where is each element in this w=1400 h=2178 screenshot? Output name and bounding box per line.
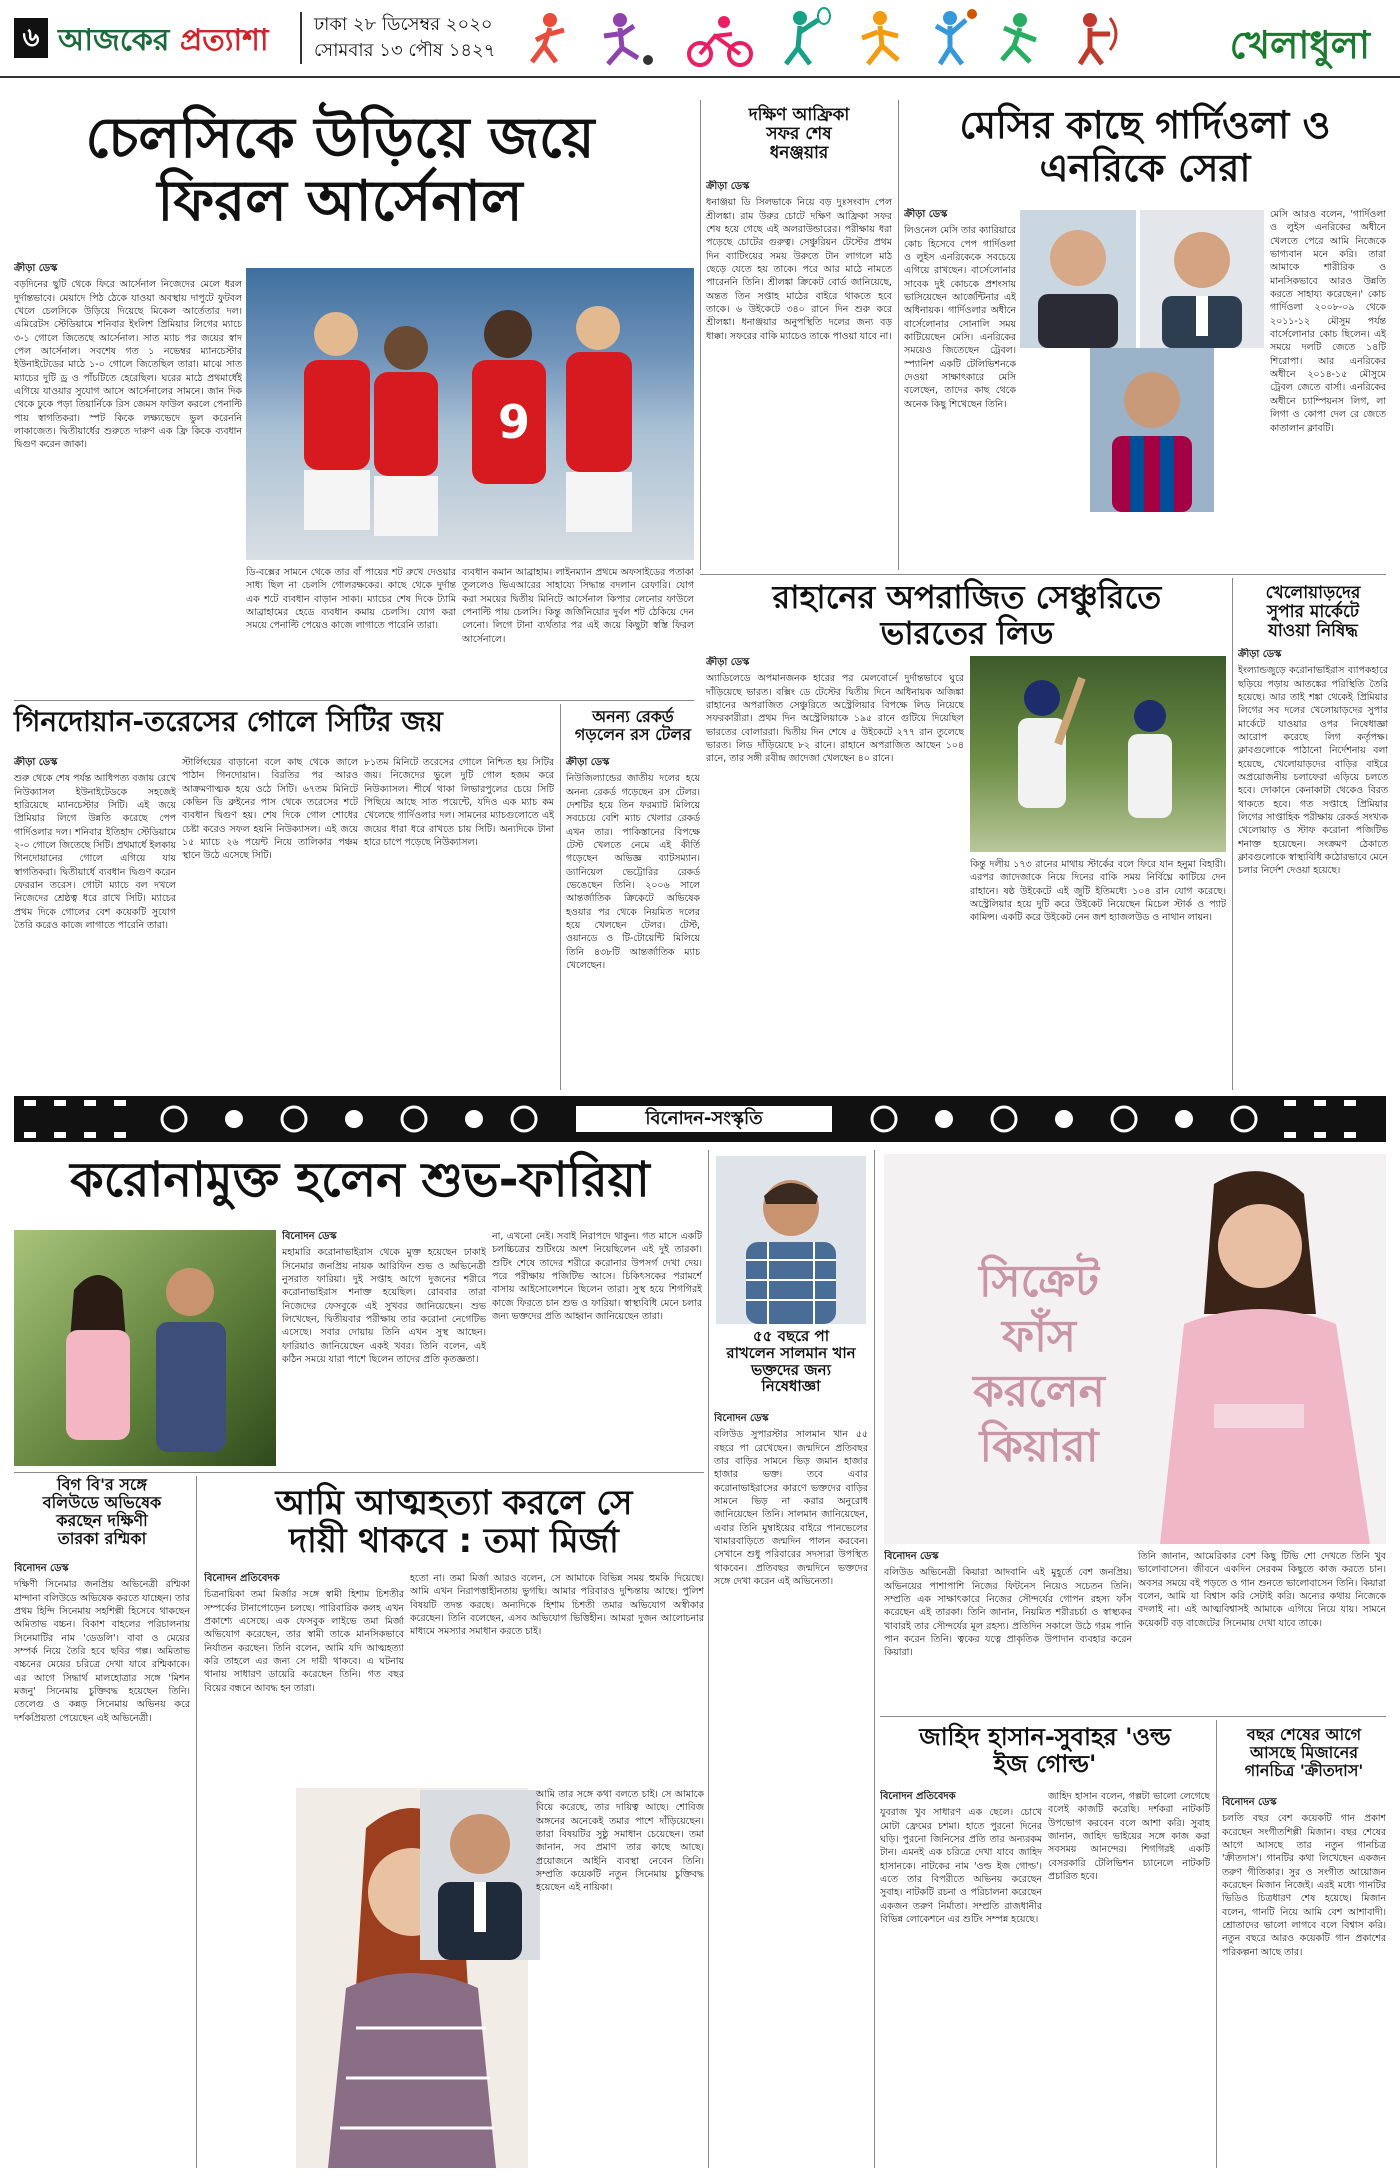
section-label: খেলাধুলা — [1229, 23, 1370, 67]
zahid-body-right: জাহিদ হাসান বলেন, গল্পটা ভালো লেগেছে বলেই কাজটি করেছি। দর্শকরা নাটকটি উপভোগ করবেন বলে আশা করি। সুবাহ জানান, জাহিদ ভাইয়ের সঙ্গে কাজ করা সবসময় আনন্দের। শিগগিরই একটি বেসরকারি টেলিভিশন চ্যানেলে নাটকটি প্রচারিত হবে। — [1048, 1791, 1210, 1883]
south-africa-headline-line3: ধনঞ্জয়ার — [769, 143, 829, 164]
zahid-body-left — [880, 1790, 1042, 2168]
messi-body-right: মেসি আরও বলেন, 'গার্দিওলা ও লুইস এনরিকের অধীনে খেলতে পেরে আমি নিজেকে ভাগ্যবান মনে করি। তারা আমাকে শারীরিক ও মানসিকভাবে আরও উন্নতি করতে সাহায্য করেছেন।' কোচ গার্দিওলা ২০০৮-০৯ থেকে ২০১১-১২ মৌসুম পর্যন্ত বার্সেলোনার কোচ ছিলেন। এই সময়ে দলটি জেতে ১৪টি শিরোপা। আর এনরিকের অধীনে ২০১৪-১৫ মৌসুমে ট্রেবল জেতে বার্সা। এনরিকের অধীনে চ্যাম্পিয়নস লিগ, লা লিগা ও কোপা দেল রে জেতে কাতালান ক্লাবটি। — [1270, 209, 1386, 434]
salman-desk: বিনোদন ডেস্ক — [714, 1413, 769, 1424]
taylor-headline-line2: গড়লেন রস টেলর — [574, 724, 692, 744]
sports-icons-banner — [510, 6, 1130, 72]
player-figure-1 — [304, 312, 370, 530]
rashmika-headline — [14, 1476, 190, 1548]
shoppers-body — [1238, 648, 1388, 1088]
south-africa-desk: ক্রীড়া ডেস্ক — [706, 181, 750, 192]
arsenal-desk: ক্রীড়া ডেস্ক — [14, 263, 58, 274]
gani-headline-line2: আসছে মিজানের — [1249, 1742, 1359, 1762]
arsenal-headline-line2: ফিরল আর্সেনাল — [157, 168, 523, 234]
rashmika-headline-line4: তারকা রশ্মিকা — [57, 1528, 147, 1548]
shoppers-body-text: ইংল্যান্ডজুড়ে করোনাভাইরাস ব্যাপকহারে ছড়িয়ে পড়ায় আতঙ্কের পরিস্থিতি তৈরি হয়েছে। আর তাই শঙ্কা থেকেই প্রিমিয়ার লিগের সব দলের খেলোয়াড়দের সুপার মার্কেটে যাওয়ার ওপর নিষেধাজ্ঞা আরোপ করেছে লিগ কর্তৃপক্ষ। ক্লাবগুলোকে পাঠানো নির্দেশনায় বলা হয়েছে, খেলোয়াড়দের বাড়ির বাইরে অপ্রয়োজনীয় চলাফেরা এড়িয়ে চলতে হবে। দোকানে কেনাকাটা থেকেও বিরত থাকতে হবে। গত সপ্তাহে প্রিমিয়ার লিগের সাপ্তাহিক পরীক্ষায় রেকর্ড সংখ্যক খেলোয়াড় ও স্টাফ করোনা পজিটিভ শনাক্ত হয়েছেন। সংক্রমণ ঠেকাতে ক্লাবগুলোকে স্বাস্থ্যবিধি কঠোরভাবে মেনে চলার নির্দেশ দেওয়া হয়েছে। — [1238, 665, 1388, 877]
arsenal-body-left-text: বড়দিনের ছুটি থেকে ফিরে আর্সেনাল নিজেদের মেলে ধরল দুর্দান্তভাবে। মেয়াদে পিঠ ঠেকে যাওয়া অবস্থায় দাপুটে ফুটবল খেলে চেলসিকে উড়িয়ে দিয়েছে মিকেল আর্তেতার দল। এমিরেটস স্টেডিয়ামে শনিবার ইংলিশ প্রিমিয়ার লিগের ম্যাচে ৩-১ গোলে জিতেছে আর্সেনাল। সাত ম্যাচ পর জয়ের স্বাদ পেল আর্সেনাল। সবশেষ গত ১ নভেম্বর ম্যানচেস্টার ইউনাইটেডের মাঠে ১-০ গোলে জিতেছিল তারা। মাঝে সাত ম্যাচের দুটি ড্র ও পাঁচটিতে হেরেছিল। ঘরের মাঠে প্রথমার্ধেই এগিয়ে যাওয়ার সুযোগ আসে আর্সেনালের সামনে। জান দিক থেকে ঢুকে পড়া তিয়ার্নিকে রিস জেমস ফাউল করলে পেনাল্টি পায় স্বাগতিকরা। স্পট কিকে লক্ষ্যভেদে ভুল করেননি লাকাজেত। দ্বিতীয়ার্ধের শুরুতে দারুণ এক ফ্রি কিকে ব্যবধান দ্বিগুণ করেন জাকা। — [14, 279, 242, 451]
kiara-body-right: তিনি জানান, আমেরিকার বেশ কিছু টিভি শো দেখতে তিনি খুব ভালোবাসেন। জীবনে একদিন সেরকম কিছুতে কাজ করতে চান। অবসর সময়ে বই পড়তে ও গান শুনতে ভালোবাসেন তিনি। কিয়ারা বলেন, আমি যা বিশ্বাস করি সেটাই করি। অন্যের কথায় নিজেকে বদলাই না। এই আত্মবিশ্বাসই আমাকে এগিয়ে নিয়ে যায়। সামনে কয়েকটি বড় বাজেটের সিনেমায় দেখা যাবে তাকে। — [1138, 1551, 1386, 1629]
cyclist-icon — [689, 16, 751, 65]
arsenal-body-left — [14, 262, 242, 586]
gani-headline — [1222, 1726, 1386, 1780]
corona-body-left — [282, 1230, 486, 1466]
gundogan-body-right: ৮১তম মিনিটে তরেসের গোলে নিশ্চিত হয় সিটির জয়। নিজেদের ভুলে দুটি গোল হজম করে নিউক্যাসল। শীর্ষে থাকা লিভারপুলের চেয়ে সিটি পিছিয়ে আছে সাত পয়েন্টে, যদিও এক ম্যাচ কম খেলেছে গার্দিওলার দল। সামনের ম্যাচগুলোতে এই জয়ের ধারা ধরে রাখতে চায় সিটি। অন্যদিকে টানা হারে চাপে পড়েছে নিউক্যাসল। — [364, 757, 554, 849]
kiara-title-line2: ফাঁস — [1002, 1311, 1076, 1362]
rahane-headline-line1: রাহানের অপরাজিত সেঞ্চুরিতে — [772, 578, 1162, 616]
rahane-headline-line2: ভারতের লিড — [880, 613, 1054, 652]
south-africa-body-text: ধনাঞ্জয়া ডি সিলভাকে নিয়ে বড় দুঃসংবাদ পেল শ্রীলঙ্কা। রাম উরুর চোটে দক্ষিণ আফ্রিকা সফর শেষ হয়ে গেছে এই অলরাউন্ডারের। পরীক্ষায় ধরা পড়েছে চোটের গুরুত্ব। সেঞ্চুরিয়ন টেস্টের প্রথম দিন ব্যাটিংয়ের সময় উরুতে টান লাগলে মাঠ ছেড়ে যেতে হয় তাকে। পরে আর মাঠে নামতে পারেননি তিনি। শ্রীলঙ্কা ক্রিকেট বোর্ড জানিয়েছে, অন্তত তিন সপ্তাহ মাঠের বাইরে থাকতে হবে তাকে। ৬ উইকেটে ৩৪০ রানে দিন শুরু করে শ্রীলঙ্কা। ধনাঞ্জয়ার অনুপস্থিতি দলের জন্য বড় ধাক্কা। সফরের বাকি ম্যাচেও তাকে পাওয়া যাবে না। — [706, 197, 892, 342]
kiara-title-line3: করলেন — [973, 1366, 1105, 1417]
zahid-headline-line1: জাহিদ হাসান-সুবাহর 'ওল্ড — [919, 1723, 1171, 1751]
salman-headline — [714, 1328, 868, 1395]
shoppers-headline-line2: সুপার মার্কেটে — [1266, 602, 1360, 623]
salman-headline-line2: রাখলেন সালমান খান — [726, 1343, 856, 1362]
gani-body-text: চলতি বছর বেশ কয়েকটি গান প্রকাশ করেছেন সংগীতশিল্পী মিজান। বছর শেষের আগে আসছে তার নতুন গানচিত্র 'ক্রীতদাস'। গানটির কথা লিখেছেন একজন তরুণ গীতিকার। সুর ও সংগীত আয়োজন করেছেন মিজান নিজেই। এরই মধ্যে গানটির ভিডিও চিত্রধারণ শেষ হয়েছে। মিজান বলেন, গানটি নিয়ে আমি বেশ আশাবাদী। শ্রোতাদের ভালো লাগবে বলে বিশ্বাস করি। নতুন বছরে আরও কয়েকটি গান প্রকাশের পরিকল্পনা আছে তার। — [1222, 1813, 1386, 1958]
gani-headline-line1: বছর শেষের আগে — [1246, 1725, 1362, 1744]
basketball-icon — [936, 9, 977, 64]
taylor-headline-line1: অনন্য রেকর্ড — [592, 707, 674, 726]
shoppers-headline-line3: যাওয়া নিষিদ্ধ — [1268, 621, 1358, 642]
salman-headline-line3: ভক্তদের জন্য — [751, 1360, 831, 1379]
messi-headline-line1: মেসির কাছে গার্দিওলা ও — [959, 103, 1331, 147]
entertainment-section-banner — [14, 1096, 1386, 1142]
kiara-photo-panel — [884, 1154, 1386, 1544]
toma-desk: বিনোদন প্রতিবেদক — [204, 1573, 280, 1584]
south-africa-headline-line2: সফর শেষ — [766, 124, 832, 145]
toma-headline — [204, 1484, 704, 1560]
rahane-body-right: কিন্তু দলীয় ১৭৩ রানের মাথায় স্টার্কের বলে ফিরে যান হনুমা বিহারী। এরপর জাদেজাকে নিয়ে দিনের বাকি সময় নির্বিঘ্নে কাটিয়ে দেন রাহানে। ষষ্ঠ উইকেটে এই জুটি ইতিমধ্যে ১০৪ রান যোগ করেছে। অস্ট্রেলিয়ার হয়ে দুটি করে উইকেট নিয়েছেন মিচেল স্টার্ক ও প্যাট কামিন্স। একটি করে উইকেট নেন জশ হ্যাজলউড ও নাথান লায়ন। — [970, 859, 1226, 924]
messi-body-left — [904, 208, 1016, 560]
entertainment-section-label: বিনোদন-সংস্কৃতি — [574, 1104, 834, 1134]
rashmika-body — [14, 1562, 190, 2168]
corona-body-right: না, এখনো নেই। সবাই নিরাপদে থাকুন। গত মাসে একটি চলচ্চিত্রের শুটিংয়ে অংশ নিয়েছিলেন এই দুই তারকা। শুটিং শেষে তাদের শরীরে করোনার উপসর্গ দেখা দেয়। পরে পরীক্ষায় পজিটিভ আসে। চিকিৎসকের পরামর্শে বাসায় আইসোলেশনে ছিলেন তারা। সুস্থ হয়ে শিগগিরই কাজে ফিরতে চান শুভ ও ফারিয়া। স্বাস্থ্যবিধি মেনে চলার জন্য ভক্তদের প্রতি আহ্বান জানিয়েছেন তারা। — [492, 1231, 702, 1323]
rashmika-headline-line3: করছেন দক্ষিণী — [56, 1510, 148, 1530]
rahane-photo — [970, 656, 1226, 852]
south-africa-body — [706, 180, 892, 560]
brand-suffix: প্রত্যাশা — [179, 23, 269, 58]
date-gregorian: ঢাকা ২৮ ডিসেম্বর ২০২০ — [314, 14, 493, 35]
toma-body-right: আমি তার সঙ্গে কথা বলতে চাই। সে আমাকে বিয়ে করেছে, তার দায়িত্ব আছে। শোবিজ অঙ্গনের অনেকেই তমার পাশে দাঁড়িয়েছেন। তারা বিষয়টির সুষ্ঠু সমাধান চেয়েছেন। তমা জানান, সব প্রমাণ তার কাছে আছে। প্রয়োজনে আইনি ব্যবস্থা নেবেন তিনি। সম্প্রতি কয়েকটি নতুন সিনেমায় চুক্তিবদ্ধ হয়েছেন এই নায়িকা। — [536, 1789, 704, 1894]
corona-desk: বিনোদন ডেস্ক — [282, 1231, 337, 1242]
brand-prefix: আজকের — [58, 23, 170, 58]
newspaper-logo — [58, 16, 269, 67]
messi-photo — [1090, 348, 1214, 512]
arsenal-headline-line1: চেলসিকে উড়িয়ে জয়ে — [85, 106, 595, 171]
rashmika-headline-line1: বিগ বি'র সঙ্গে — [57, 1475, 147, 1494]
shoppers-desk: ক্রীড়া ডেস্ক — [1238, 649, 1282, 660]
corona-body-left-text: মহামারি করোনাভাইরাস থেকে মুক্ত হয়েছেন ঢাকাই সিনেমার জনপ্রিয় নায়ক আরিফিন শুভ ও অভিনেত্রী নুসরাত ফারিয়া। দুই সপ্তাহ আগে দুজনের শরীরে করোনাভাইরাস শনাক্ত হয়েছিল। রোববার তারা নিজেদের ফেসবুকে এই সুখবর জানিয়েছেন। শুভ লিখেছেন, দ্বিতীয়বার পরীক্ষায় তার করোনা নেগেটিভ এসেছে। সবার দোয়ায় তিনি এখন সুস্থ আছেন। ফারিয়াও জানিয়েছেন একই খবর। তিনি বলেন, এই কঠিন সময়ে যারা পাশে ছিলেন তাদের প্রতি কৃতজ্ঞতা। — [282, 1247, 486, 1365]
messi-body-left-text: লিওনেল মেসি তার ক্যারিয়ারে কোচ হিসেবে পেপ গার্দিওলা ও লুইস এনরিকেকে সবচেয়ে এগিয়ে রাখছেন। বার্সেলোনার সাবেক দুই কোচকে প্রশংসায় ভাসিয়েছেন আর্জেন্টিনার এই অধিনায়ক। গার্দিওলার অধীনে বার্সেলোনার সোনালি সময় কাটিয়েছেন মেসি। এনরিকের সময়েও জিতেছেন ট্রেবল। স্প্যানিশ একটি টেলিভিশনকে দেওয়া সাক্ষাৎকারে মেসি বলেছেন, তাদের কাছ থেকে অনেক কিছু শিখেছেন তিনি। — [904, 225, 1016, 410]
masthead — [0, 0, 1400, 78]
toma-body-left-text: চিত্রনায়িকা তমা মির্জার সঙ্গে স্বামী হিশাম চিশতীর সম্পর্কের টানাপোড়েন চলছে। পারিবারিক কলহ এখন প্রকাশ্যে এসেছে। এক ফেসবুক লাইভে তমা মির্জা অভিযোগ করেছেন, তার স্বামী তাকে মানসিকভাবে নির্যাতন করছেন। তিনি বলেন, আমি যদি আত্মহত্যা করি তাহলে এর জন্য সে দায়ী থাকবে। এ ঘটনায় থানায় সাধারণ ডায়েরি করেছেন তিনি। গত বছর বিয়ের বন্ধনে আবদ্ধ হন তারা। — [204, 1589, 404, 1694]
south-africa-headline — [706, 106, 892, 163]
salman-body-text: বলিউড সুপারস্টার সালমান খান ৫৫ বছরে পা রেখেছেন। জন্মদিনে প্রতিবছর তার বাড়ির সামনে ভিড় জমান হাজার হাজার ভক্ত। তবে এবার করোনাভাইরাসের কারণে ভক্তদের বাড়ির সামনে ভিড় না করার অনুরোধ জানিয়েছেন তিনি। সালমান জানিয়েছেন, এবার তিনি মুম্বাইয়ের বাইরে পানভেলের খামারবাড়িতে জন্মদিন পালন করবেন। সেখানে শুধু পরিবারের সদস্যরা উপস্থিত থাকবেন। প্রতিবছর জন্মদিনে ভক্তদের সঙ্গে দেখা করেন এই অভিনেতা। — [714, 1429, 868, 1587]
taylor-body — [566, 756, 700, 1088]
toma-headline-line2: দায়ী থাকবে : তমা মির্জা — [289, 1521, 619, 1562]
rahane-body-left — [706, 656, 964, 1088]
salman-khan-photo — [716, 1156, 866, 1324]
date-bengali: সোমবার ১৩ পৌষ ১৪২৭ — [314, 40, 496, 61]
gani-desk: বিনোদন ডেস্ক — [1222, 1797, 1277, 1808]
salman-headline-line4: নিষেধাজ্ঞা — [761, 1377, 821, 1396]
batsman-figure-2 — [1128, 700, 1172, 818]
south-africa-headline-line1: দক্ষিণ আফ্রিকা — [748, 105, 850, 125]
taylor-body-text: নিউজিল্যান্ডের জাতীয় দলের হয়ে অনন্য রেকর্ড গড়েছেন রস টেলর। দেশটির হয়ে তিন ফরম্যাট মিলিয়ে সবচেয়ে বেশি ম্যাচ খেলার রেকর্ড এখন তার। পাকিস্তানের বিপক্ষে টেস্ট খেলতে নেমে এই কীর্তি গড়েছেন অভিজ্ঞ ব্যাটসম্যান। ড্যানিয়েল ভেট্টোরির রেকর্ড ভেঙেছেন তিনি। ২০০৬ সালে আন্তর্জাতিক ক্রিকেটে অভিষেক হওয়ার পর থেকে নিয়মিত দলের হয়ে খেলছেন টেলর। টেস্ট, ওয়ানডে ও টি-টোয়েন্টি মিলিয়ে তিনি ৪৩৮টি আন্তর্জাতিক ম্যাচ খেলেছেন। — [566, 773, 700, 971]
zahid-headline-line2: ইজ গোল্ড' — [993, 1749, 1097, 1778]
messi-headline — [910, 104, 1380, 189]
batsman-figure-1 — [1018, 677, 1086, 808]
gundogan-body-mid: স্টার্লিংয়ের বাড়ানো বলে কাছ থেকে জালে পাঠান গিনদোয়ান। বিরতির পর আরও আক্রমণাত্মক হয়ে ওঠে সিটি। ৬৭তম মিনিটে কেভিন ডি ব্রুইনের পাস থেকে তরেসের শটে ব্যবধান দ্বিগুণ হয়। শেষ দিকে গোল শোধের চেষ্টা করেও সফল হয়নি নিউক্যাসল। এই জয়ে ১৫ ম্যাচে ২৬ পয়েন্ট নিয়ে তালিকার পঞ্চম স্থানে উঠে এসেছে সিটি। — [182, 757, 358, 862]
toma-body-mid: হতো না। তমা মির্জা আরও বলেন, সে আমাকে বিভিন্ন সময় হুমকি দিয়েছে। আমি এখন নিরাপত্তাহীনতায় ভুগছি। আমার পরিবারও দুশ্চিন্তায় আছে। পুলিশ বিষয়টি তদন্ত করছে। অন্যদিকে হিশাম চিশতী তমার অভিযোগ অস্বীকার করেছেন। তিনি বলেছেন, এসব অভিযোগ ভিত্তিহীন। আমরা দুজন আলোচনার মাধ্যমে সমস্যার সমাধান করতে চাই। — [410, 1573, 704, 1638]
runner-icon — [532, 13, 564, 62]
arsenal-body-mid: ডি-বক্সের সামনে থেকে তার বাঁ পায়ের শট রুখে দেওয়ার সাধ্য ছিল না চেলসি গোলরক্ষকের। কাছে থেকে দুর্দান্ত এক শটে ব্যবধান বাড়ান সাকা। ম্যাচের শেষ দিকে ট্যামি আব্রাহামের হেডে ব্যবধান কমায় চেলসি। যোগ করা সময়ে পেনাল্টি পেয়েও কাজে লাগাতে পারেনি তারা। — [246, 567, 456, 632]
gundogan-desk: ক্রীড়া ডেস্ক — [14, 757, 58, 768]
gundogan-body-left — [14, 756, 176, 1088]
player-figure-4 — [566, 306, 632, 532]
rashmika-headline-line2: বলিউডে অভিষেক — [42, 1492, 162, 1512]
toma-headline-line1: আমি আত্মহত্যা করলে সে — [275, 1483, 633, 1523]
kiara-title — [914, 1254, 1164, 1474]
kicker-icon — [604, 13, 653, 65]
taylor-headline — [566, 708, 700, 744]
zahid-headline — [880, 1724, 1210, 1778]
rahane-headline — [708, 580, 1226, 652]
shoppers-headline — [1238, 584, 1388, 641]
zahid-body-left-text: যুবরাজ খুব সাধারণ এক ছেলে। চোখে মোটা ফ্রেমের চশমা। হাতে পুরনো দিনের ঘড়ি। পুরনো জিনিসের প্রতি তার অন্যরকম টান। এমনই এক চরিত্রে দেখা যাবে জাহিদ হাসানকে। নাটকের নাম 'ওল্ড ইজ গোল্ড'। এতে তার বিপরীতে অভিনয় করেছেন সুবাহ। নাটকটি রচনা ও পরিচালনা করেছেন একজন তরুণ নির্মাতা। সম্প্রতি রাজধানীর বিভিন্ন লোকেশনে এর শুটিং সম্পন্ন হয়েছে। — [880, 1807, 1042, 1925]
arsenal-headline — [40, 108, 640, 233]
messi-headline-line2: এনরিকে সেরা — [1039, 145, 1251, 190]
kiara-desk: বিনোদন ডেস্ক — [884, 1551, 939, 1562]
corona-headline: করোনামুক্ত হলেন শুভ-ফারিয়া — [70, 1152, 650, 1208]
arsenal-body-right: ব্যবধান কমান আব্রাহাম। লাইনম্যান প্রথমে অফসাইডের পতাকা তুললেও ভিএআরের সাহায্যে সিদ্ধান্ত বদলান রেফারি। যোগ করা সময়ের দ্বিতীয় মিনিটে আর্সেনাল কিপার লেনোর ফাউলে পেনাল্টি পায় চেলসি। কিন্তু জর্জিনিয়োর দুর্বল শট ঠেকিয়ে দেন লেনো। লিগে টানা ব্যর্থতার পর এই জয়ে কিছুটা স্বস্তি ফিরল আর্সেনালে। — [462, 567, 694, 645]
gundogan-body-left-text: শুরু থেকে শেষ পর্যন্ত আধিপত্য বজায় রেখে নিউক্যাসল ইউনাইটেডকে সহজেই হারিয়েছে ম্যানচেস্টার সিটি। এই জয়ে প্রিমিয়ার লিগে উন্নতি করেছে পেপ গার্দিওলার দল। শনিবার ইতিহাদ স্টেডিয়ামে ২-০ গোলে জিতেছে সিটি। প্রথমার্ধে ইলকায় গিনদোয়ানের গোলে এগিয়ে যায় স্বাগতিকরা। দ্বিতীয়ার্ধে ব্যবধান দ্বিগুণ করেন ফেররান তরেস। গোটা ম্যাচে বল দখলে নিজেদের শ্রেষ্ঠত্ব ধরে রাখে সিটি। ম্যাচের প্রথম দিকে গোলের বেশ কয়েকটি সুযোগ তৈরি করেও কাজে লাগাতে পারেনি তারা। — [14, 773, 176, 931]
svg-text:9: 9 — [498, 395, 531, 449]
salman-body — [714, 1412, 868, 1892]
kiara-figure — [1160, 1171, 1370, 1544]
gani-body — [1222, 1796, 1386, 2168]
guardiola-photo — [1020, 210, 1136, 348]
zahid-desk: বিনোদন প্রতিবেদক — [880, 1791, 956, 1802]
messi-desk: ক্রীড়া ডেস্ক — [904, 209, 948, 220]
actor-figure — [156, 1268, 226, 1452]
sprinter-icon — [1002, 13, 1036, 62]
kiara-title-line4: কিয়ারা — [979, 1421, 1099, 1472]
shoppers-headline-line1: খেলোয়াড়দের — [1265, 583, 1361, 603]
kiara-title-line1: সিক্রেট — [978, 1256, 1100, 1307]
gani-headline-line3: গানচিত্র 'ক্রীতদাস' — [1244, 1760, 1364, 1780]
player-figure-3 — [472, 310, 546, 484]
hisham-chishti-photo — [420, 1790, 540, 1960]
arsenal-players-photo — [246, 268, 694, 560]
kiara-body-left — [884, 1550, 1132, 1710]
rahane-body-left-text: অ্যাডিলেডে অপমানজনক হারের পর মেলবোর্নে দুর্দান্তভাবে ঘুরে দাঁড়িয়েছে ভারত। বক্সিং ডে টেস্টের দ্বিতীয় দিনে অধিনায়ক অজিঙ্কা রাহানের অপরাজিত সেঞ্চুরিতে অস্ট্রেলিয়ার বিপক্ষে লিড নিয়েছে সফরকারীরা। প্রথম দিন অস্ট্রেলিয়াকে ১৯৫ রানে গুটিয়ে দিয়েছিল ভারতের বোলাররা। দ্বিতীয় দিন শেষে ৫ উইকেটে ২৭৭ রান তুলেছে ভারত। লিড দাঁড়িয়েছে ৮২ রানে। রাহানে অপরাজিত আছেন ১০৪ রানে, তার সঙ্গী রবীন্দ্র জাদেজা খেলছেন ৪০ রানে। — [706, 673, 964, 765]
actress-figure — [66, 1275, 130, 1440]
archer-icon — [1080, 13, 1116, 64]
gundogan-headline: গিনদোয়ান-তরেসের গোলে সিটির জয় — [14, 705, 443, 738]
tennis-icon — [786, 8, 830, 64]
salman-headline-line1: ৫৫ বছরে পা — [752, 1327, 830, 1345]
page-number: ৬ — [14, 18, 48, 58]
rashmika-desk: বিনোদন ডেস্ক — [14, 1563, 69, 1574]
taylor-desk: ক্রীড়া ডেস্ক — [566, 757, 610, 768]
player-figure-2 — [374, 326, 438, 536]
dateline — [300, 12, 495, 64]
football-player-icon — [862, 11, 898, 64]
rashmika-body-text: দক্ষিণী সিনেমার জনপ্রিয় অভিনেত্রী রশ্মিকা মান্দানা বলিউডে অভিষেক করতে যাচ্ছেন। তার প্রথম হিন্দি সিনেমায় সহশিল্পী হিসেবে থাকছেন অমিতাভ বচ্চন। বিকাশ বাহলের পরিচালনায় সিনেমাটির নাম 'ডেডলি'। বাবা ও মেয়ের সম্পর্ক নিয়ে তৈরি হবে ছবির গল্প। অমিতাভ বচ্চনের মেয়ের চরিত্রে দেখা যাবে রশ্মিকাকে। এর আগে সিদ্ধার্থ মালহোত্রার সঙ্গে 'মিশন মজনু' সিনেমায় চুক্তিবদ্ধ হয়েছেন তিনি। তেলেগু ও কন্নড় সিনেমায় অভিনয় করে দর্শকপ্রিয়তা পেয়েছেন এই অভিনেত্রী। — [14, 1579, 190, 1724]
shuvo-faria-photo — [14, 1230, 276, 1466]
enrique-photo — [1140, 210, 1264, 348]
rahane-desk: ক্রীড়া ডেস্ক — [706, 657, 750, 668]
kiara-body-left-text: বলিউড অভিনেত্রী কিয়ারা আদবানি এই মুহূর্তে বেশ জনপ্রিয়। অভিনয়ের পাশাপাশি নিজের ফিটনেস নিয়েও সচেতন তিনি। সম্প্রতি এক সাক্ষাৎকারে নিজের সৌন্দর্যের গোপন রহস্য ফাঁস করেছেন এই তারকা। তিনি জানান, নিয়মিত শরীরচর্চা ও স্বাস্থ্যকর খাবারই তার সৌন্দর্যের মূল রহস্য। প্রতিদিন সকালে উঠে গরম পানি পান করেন তিনি। ত্বকের যত্নে প্রাকৃতিক উপাদান ব্যবহার করেন কিয়ারা। — [884, 1567, 1132, 1659]
